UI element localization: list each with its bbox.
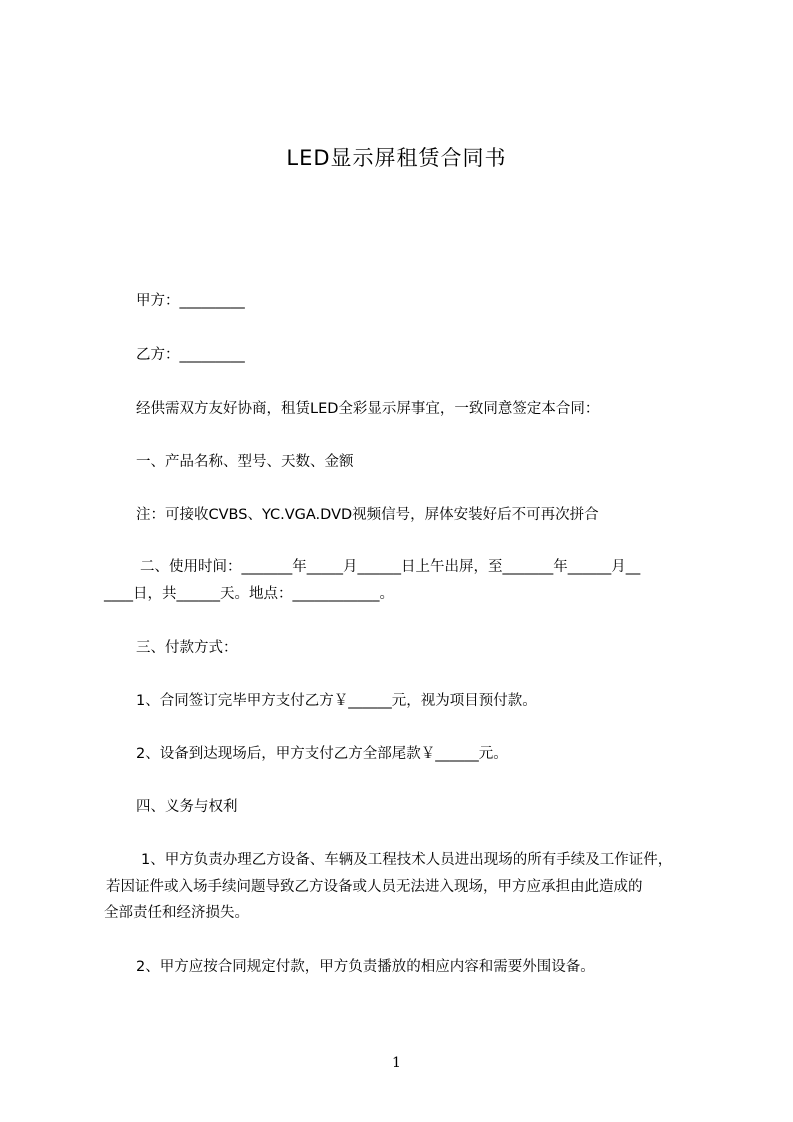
section2-line-1: 二、使用时间：_______年_____月______日上午出屏，至_______年______月__ xyxy=(140,559,641,575)
party-a-line: 甲方：_________ xyxy=(136,293,245,309)
duty-item-2: 2、甲方应按合同规定付款，甲方负责播放的相应内容和需要外围设备。 xyxy=(136,959,595,975)
section4-heading: 四、义务与权利 xyxy=(136,799,238,815)
section2-line-2: ____日，共______天。地点：____________。 xyxy=(104,586,394,602)
intro-paragraph: 经供需双方友好协商，租赁LED全彩显示屏事宜，一致同意签定本合同： xyxy=(136,401,600,417)
section1-heading: 一、产品名称、型号、天数、金额 xyxy=(136,454,354,470)
note-line: 注：可接收CVBS、YC.VGA.DVD视频信号，屏体安装好后不可再次拼合 xyxy=(136,507,599,523)
payment-item-1: 1、合同签订完毕甲方支付乙方￥______元，视为项目预付款。 xyxy=(136,693,537,709)
duty1-line-1: 1、甲方负责办理乙方设备、车辆及工程技术人员进出现场的所有手续及工作证件， xyxy=(141,852,673,868)
duty1-line-3: 全部责任和经济损失。 xyxy=(104,905,249,921)
payment-item-2: 2、设备到达现场后，甲方支付乙方全部尾款￥______元。 xyxy=(136,746,508,762)
party-b-line: 乙方：_________ xyxy=(136,347,245,363)
page-number: 1 xyxy=(392,1055,401,1071)
document-title: LED显示屏租赁合同书 xyxy=(286,146,507,170)
section3-heading: 三、付款方式： xyxy=(136,640,238,656)
duty1-line-2: 若因证件或入场手续问题导致乙方设备或人员无法进入现场，甲方应承担由此造成的 xyxy=(106,879,643,895)
